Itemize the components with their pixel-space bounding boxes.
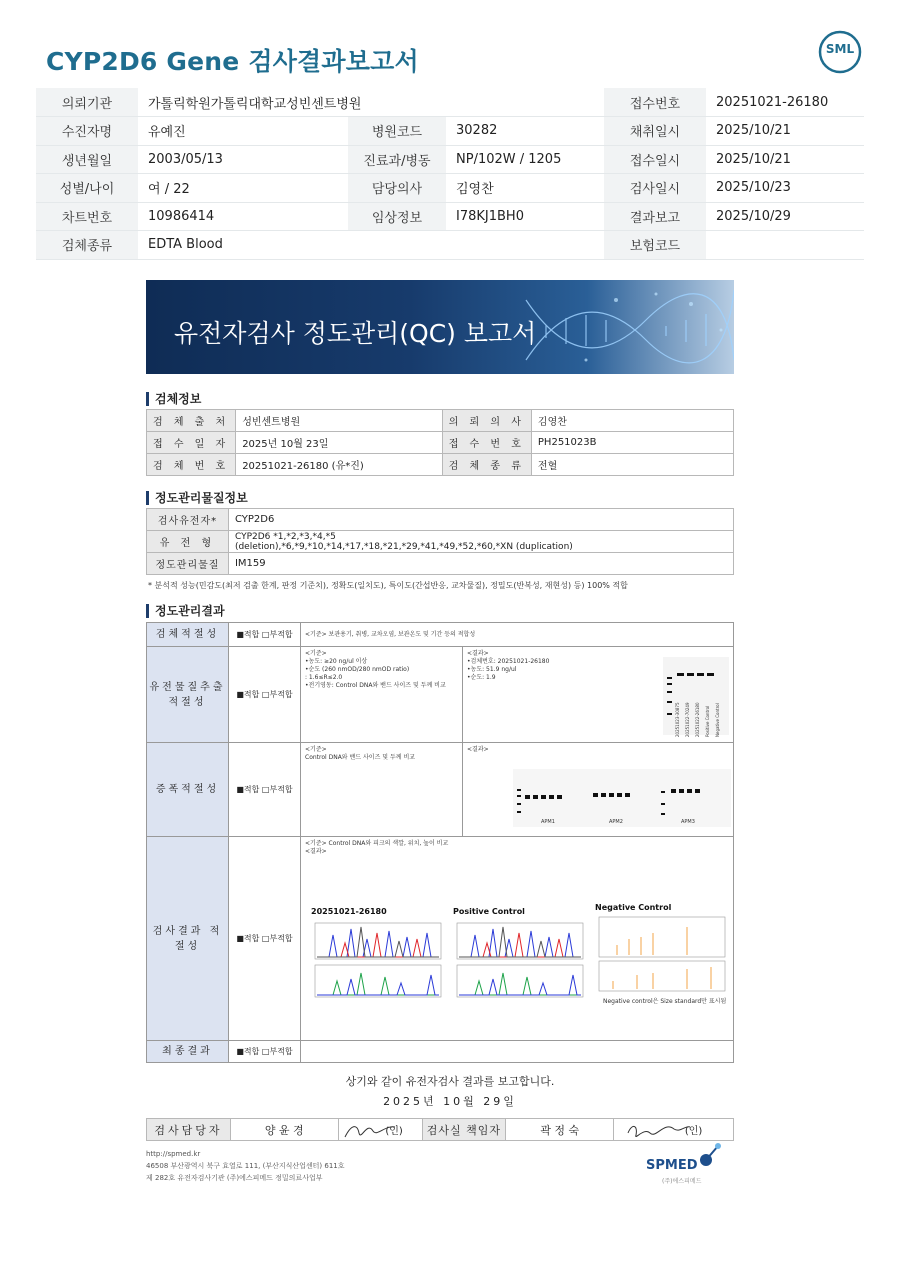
gel-lane-label: 20251022-70249 bbox=[685, 702, 690, 737]
criteria-line: Control DNA와 밴드 사이즈 및 두께 비교 bbox=[305, 754, 416, 761]
performance-note: * 분석적 성능(민감도(최저 검출 한계, 판정 기준치), 정확도(일치도), 특이도(간섭반응, 교차물질), 정밀도(반복성, 재현성) 등) 100% 적합 bbox=[148, 581, 628, 590]
field-value: 김영찬 bbox=[531, 410, 733, 432]
criteria-line: •순도 (260 nmOD/280 nmOD ratio) bbox=[305, 666, 410, 673]
criteria-title: <기준> bbox=[305, 650, 327, 657]
field-label: 임상정보 bbox=[348, 202, 446, 231]
qc-material-row bbox=[147, 531, 734, 553]
qc-row-extraction bbox=[147, 647, 733, 743]
pass-check: ■적합 bbox=[236, 690, 260, 699]
field-label: 유 전 형 bbox=[147, 531, 229, 553]
signature-table bbox=[146, 1118, 734, 1141]
result-line: •농도: 51.9 ng/ul bbox=[467, 666, 517, 673]
negative-control-note: Negative control은 Size standard만 표시됨 bbox=[603, 998, 727, 1005]
pass-check: ■적합 bbox=[236, 785, 260, 794]
qc-check bbox=[229, 743, 301, 836]
field-label: 검 체 번 호 bbox=[147, 454, 236, 476]
qc-row-final bbox=[147, 1041, 733, 1062]
field-label: 담당의사 bbox=[348, 174, 446, 203]
patient-info-table bbox=[36, 88, 864, 260]
criteria-line: •농도: ≥20 ng/ul 이상 bbox=[305, 658, 368, 665]
patient-info-row bbox=[36, 117, 864, 146]
footer-url[interactable]: http://spmed.kr bbox=[146, 1150, 201, 1158]
field-value: 2025/10/21 bbox=[706, 117, 864, 146]
field-label: 결과보고 bbox=[604, 202, 706, 231]
genotype-value bbox=[228, 531, 733, 553]
qc-material-row bbox=[147, 553, 734, 575]
fail-check: □부적합 bbox=[261, 934, 293, 943]
spmed-brand: SPMED bbox=[646, 1158, 698, 1173]
fail-check: □부적합 bbox=[261, 690, 293, 699]
pass-check: ■적합 bbox=[236, 630, 260, 639]
specimen-section-title: 검체정보 bbox=[146, 392, 201, 406]
field-value: 가톨릭학원가톨릭대학교성빈센트병원 bbox=[138, 88, 604, 117]
qc-report-banner bbox=[146, 280, 734, 374]
field-value: 20251021-26180 (유*진) bbox=[236, 454, 443, 476]
panel-title: 20251021-26180 bbox=[311, 907, 387, 916]
fail-check: □부적합 bbox=[261, 630, 293, 639]
chief-name: 곽 정 숙 bbox=[506, 1119, 614, 1141]
qc-row-label: 증폭적절성 bbox=[147, 743, 229, 836]
field-value: IM159 bbox=[228, 553, 733, 575]
sml-logo-text: SML bbox=[825, 42, 855, 56]
qc-material-section-title: 정도관리물질정보 bbox=[146, 491, 248, 505]
qc-row-amplification bbox=[147, 743, 733, 837]
extraction-result bbox=[467, 650, 549, 682]
field-value: NP/102W / 1205 bbox=[446, 145, 604, 174]
field-label: 검 체 종 류 bbox=[442, 454, 531, 476]
footer-address: 46508 부산광역시 북구 효열로 111, (부산지식산업센터) 611호 bbox=[146, 1162, 345, 1170]
field-label: 생년월일 bbox=[36, 145, 138, 174]
panel-title: Negative Control bbox=[595, 903, 672, 912]
genotype-line: CYP2D6 *1,*2,*3,*4,*5 bbox=[234, 531, 336, 542]
patient-info-row bbox=[36, 202, 864, 231]
extraction-gel-image bbox=[663, 651, 729, 739]
criteria-title: <기준> bbox=[305, 746, 327, 753]
chief-label: 검사실 책임자 bbox=[422, 1119, 506, 1141]
field-label: 검 체 출 처 bbox=[147, 410, 236, 432]
field-value: 2025/10/23 bbox=[706, 174, 864, 203]
field-value: 2025/10/29 bbox=[706, 202, 864, 231]
criteria-line: : 1.6≤R≤2.0 bbox=[305, 674, 343, 681]
specimen-info-row bbox=[147, 432, 734, 454]
field-value: 성빈센트병원 bbox=[236, 410, 443, 432]
spmed-logo-icon bbox=[694, 1142, 724, 1170]
qc-row-specimen bbox=[147, 623, 733, 647]
gel-lane-label: Negative Control bbox=[715, 703, 720, 737]
gel-lane-label: Positive Control bbox=[705, 705, 710, 737]
qc-result-section-title: 정도관리결과 bbox=[146, 604, 225, 618]
specimen-info-row bbox=[147, 410, 734, 432]
result-line: •검체번호: 20251021-26180 bbox=[467, 658, 550, 665]
spmed-brand-sub: (주)에스피메드 bbox=[662, 1178, 702, 1185]
field-label: 차트번호 bbox=[36, 202, 138, 231]
field-label: 접 수 번 호 bbox=[442, 432, 531, 454]
banner-title: 유전자검사 정도관리(QC) 보고서 bbox=[174, 319, 537, 348]
field-value: 2003/05/13 bbox=[138, 145, 348, 174]
qc-result-table bbox=[146, 622, 734, 1063]
examiner-signature bbox=[338, 1119, 422, 1141]
field-label: 접수일시 bbox=[604, 145, 706, 174]
criteria-line: •전기영동: Control DNA와 밴드 사이즈 및 두께 비교 bbox=[305, 682, 446, 689]
field-label: 진료과/병동 bbox=[348, 145, 446, 174]
fail-check: □부적합 bbox=[261, 1047, 293, 1056]
examiner-label: 검사담당자 bbox=[147, 1119, 231, 1141]
qc-row-label: 최종결과 bbox=[147, 1041, 229, 1062]
empty-cell bbox=[348, 231, 604, 260]
gel-lane-label: 20251022-26180 bbox=[695, 702, 700, 737]
report-date: 2025년 10월 29일 bbox=[383, 1095, 517, 1108]
specimen-info-row bbox=[147, 454, 734, 476]
result-title: <결과> bbox=[467, 746, 489, 753]
field-value: 10986414 bbox=[138, 202, 348, 231]
qc-row-label: 검체적절성 bbox=[147, 623, 229, 646]
field-label: 수진자명 bbox=[36, 117, 138, 146]
field-label: 보험코드 bbox=[604, 231, 706, 260]
pass-check: ■적합 bbox=[236, 1047, 260, 1056]
field-label: 접수번호 bbox=[604, 88, 706, 117]
extraction-criteria bbox=[301, 647, 463, 742]
patient-info-row bbox=[36, 145, 864, 174]
footer-license: 제 282호 유전자검사기관 (주)에스피메드 정밀의료사업부 bbox=[146, 1174, 323, 1182]
electropherogram-image bbox=[307, 899, 729, 1007]
field-label: 병원코드 bbox=[348, 117, 446, 146]
genotype-line: (deletion),*6,*9,*10,*14,*17,*18,*21,*29,*41,*49,*52,*60,*XN (duplication) bbox=[234, 541, 573, 552]
seal-mark: (인) bbox=[684, 1126, 703, 1137]
fail-check: □부적합 bbox=[261, 785, 293, 794]
panel-title: Positive Control bbox=[453, 907, 525, 916]
field-label: 검체종류 bbox=[36, 231, 138, 260]
chief-signature bbox=[614, 1119, 734, 1141]
report-conclusion: 상기와 같이 유전자검사 결과를 보고합니다. bbox=[345, 1075, 555, 1088]
criteria-line: <결과> bbox=[305, 848, 327, 855]
field-label: 의뢰기관 bbox=[36, 88, 138, 117]
field-value: 2025/10/21 bbox=[706, 145, 864, 174]
qc-row-label: 유전물질추출 적절성 bbox=[147, 647, 229, 742]
field-label: 의 뢰 의 사 bbox=[442, 410, 531, 432]
field-value: 20251021-26180 bbox=[706, 88, 864, 117]
field-value: 2025년 10월 23일 bbox=[236, 432, 443, 454]
field-label: 정도관리물질 bbox=[147, 553, 229, 575]
examiner-name: 양 윤 경 bbox=[230, 1119, 338, 1141]
patient-info-row bbox=[36, 174, 864, 203]
specimen-info-table bbox=[146, 409, 734, 476]
result-title: <결과> bbox=[467, 650, 489, 657]
field-value: 전혈 bbox=[531, 454, 733, 476]
pass-check: ■적합 bbox=[236, 934, 260, 943]
field-value: 유예진 bbox=[138, 117, 348, 146]
field-value: 김영찬 bbox=[446, 174, 604, 203]
qc-row-result bbox=[147, 837, 733, 1041]
report-title: CYP2D6 Gene 검사결과보고서 bbox=[46, 47, 419, 76]
field-value: I78KJ1BH0 bbox=[446, 202, 604, 231]
signature-icon bbox=[624, 1119, 694, 1141]
result-line: •순도: 1.9 bbox=[467, 674, 496, 681]
criteria-text: <기준> 보관용기, 취병, 교차오염, 보관온도 및 기간 등의 적합성 bbox=[305, 630, 476, 638]
field-label: 채취일시 bbox=[604, 117, 706, 146]
field-label: 검사일시 bbox=[604, 174, 706, 203]
qc-material-table bbox=[146, 508, 734, 575]
signature-row bbox=[147, 1119, 734, 1141]
field-label: 접 수 일 자 bbox=[147, 432, 236, 454]
gel-group-label: APM3 bbox=[681, 819, 695, 825]
gel-lane-label: 20251023-30875 bbox=[675, 702, 680, 737]
field-value: PH251023B bbox=[531, 432, 733, 454]
patient-info-row bbox=[36, 231, 864, 260]
field-label: 검사유전자* bbox=[147, 509, 229, 531]
gel-group-label: APM2 bbox=[609, 819, 623, 825]
qc-check bbox=[229, 623, 301, 646]
field-value: EDTA Blood bbox=[138, 231, 348, 260]
qc-check bbox=[229, 1041, 301, 1062]
qc-check bbox=[229, 647, 301, 742]
amplification-criteria bbox=[301, 743, 463, 836]
field-value: 30282 bbox=[446, 117, 604, 146]
amplification-gel-image bbox=[513, 747, 731, 831]
qc-check bbox=[229, 837, 301, 1040]
patient-info-row bbox=[36, 88, 864, 117]
field-value: 여 / 22 bbox=[138, 174, 348, 203]
footer-info bbox=[146, 1148, 345, 1184]
gel-group-label: APM1 bbox=[541, 819, 555, 825]
qc-row-label: 검사결과 적절성 bbox=[147, 837, 229, 1040]
seal-mark: (인) bbox=[385, 1126, 403, 1137]
field-value: CYP2D6 bbox=[228, 509, 733, 531]
criteria-line: <기준> Control DNA와 피크의 색깔, 위치, 높이 비교 bbox=[305, 840, 449, 847]
field-value bbox=[706, 231, 864, 260]
qc-material-row bbox=[147, 509, 734, 531]
field-label: 성별/나이 bbox=[36, 174, 138, 203]
